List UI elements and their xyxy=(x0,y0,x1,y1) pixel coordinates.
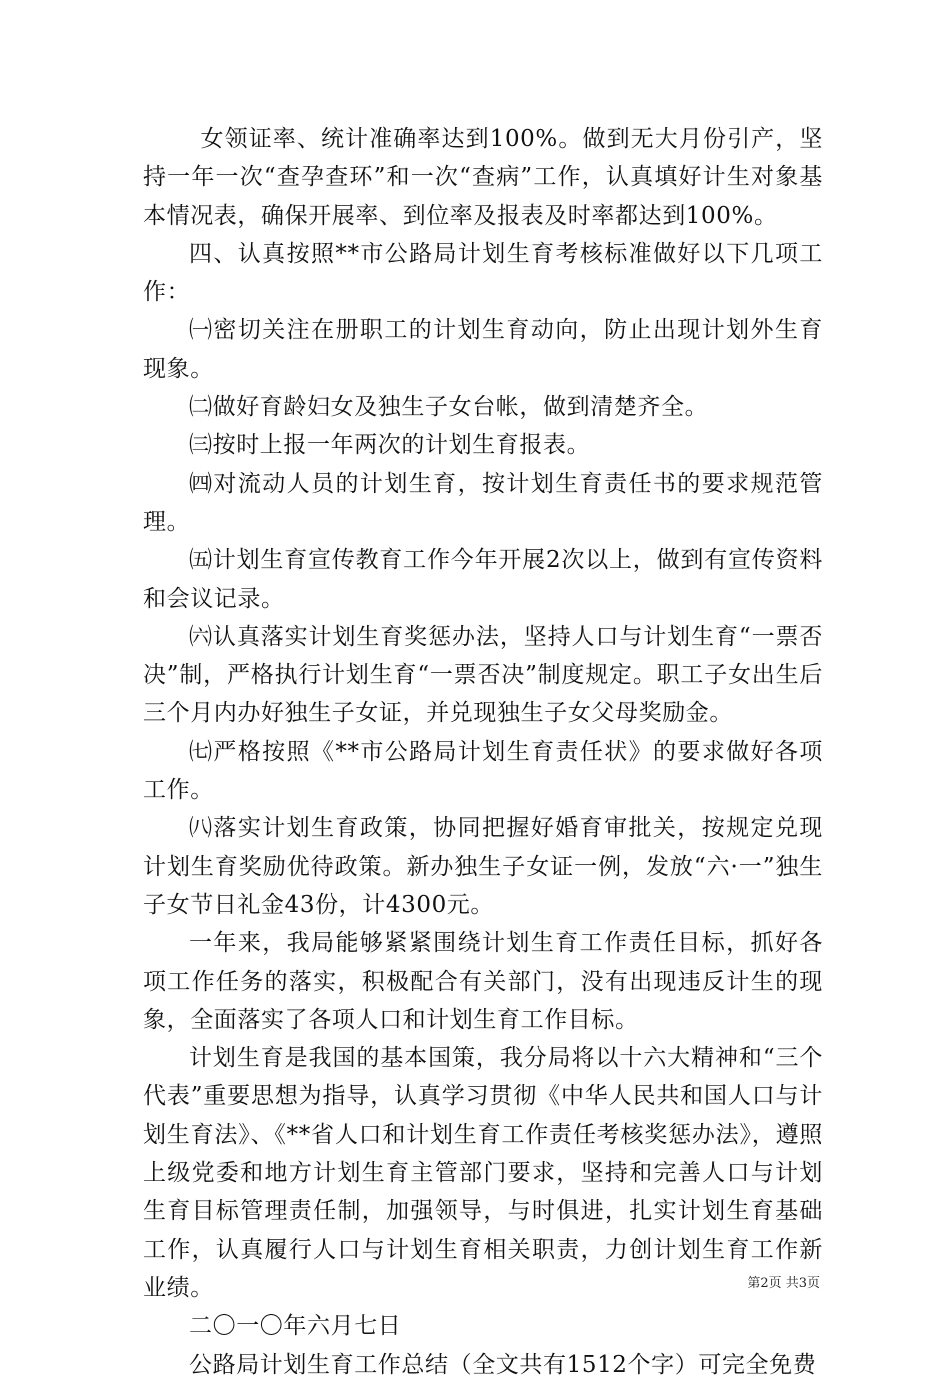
paragraph-item-3: ㈢按时上报一年两次的计划生育报表。 xyxy=(189,432,591,459)
paragraph-statistics: 女领证率、统计准确率达到100%。做到无大月份引产，坚持一年一次“查孕查环”和一次“查病”工作，认真填好计生对象基本情况表，确保开展率、到位率及报表及时率都达到100%。 xyxy=(143,126,823,229)
paragraph-item-6: ㈥认真落实计划生育奖惩办法，坚持人口与计划生育“一票否决”制，严格执行计划生育“一票否决”制度规定。职工子女出生后三个月内办好独生子女证，并兑现独生子女父母奖励金。 xyxy=(143,623,823,727)
paragraph-closing-note: 公路局计划生育工作总结（全文共有1512个字）可完全免费 xyxy=(189,1351,817,1378)
paragraph-date: 二〇一〇年六月七日 xyxy=(189,1313,402,1340)
document-body xyxy=(143,120,823,1384)
paragraph-summary: 一年来，我局能够紧紧围绕计划生育工作责任目标，抓好各项工作任务的落实，积极配合有关部门，没有出现违反计生的现象，全面落实了各项人口和计划生育工作目标。 xyxy=(143,930,823,1033)
paragraph-item-7: ㈦严格按照《**市公路局计划生育责任状》的要求做好各项工作。 xyxy=(143,738,823,804)
paragraph-item-1: ㈠密切关注在册职工的计划生育动向，防止出现计划外生育现象。 xyxy=(143,317,823,382)
paragraph-item-5: ㈤计划生育宣传教育工作今年开展2次以上，做到有宣传资料和会议记录。 xyxy=(143,547,823,612)
paragraph-item-2: ㈡做好育龄妇女及独生子女台帐，做到清楚齐全。 xyxy=(189,394,709,421)
paragraph-section-four-heading: 四、认真按照**市公路局计划生育考核标准做好以下几项工作： xyxy=(143,240,823,306)
paragraph-item-4: ㈣对流动人员的计划生育，按计划生育责任书的要求规范管理。 xyxy=(143,470,823,535)
paragraph-policy: 计划生育是我国的基本国策，我分局将以十六大精神和“三个代表”重要思想为指导，认真学习贯彻《中华人民共和国人口与计划生育法》、《**省人口和计划生育工作责任考核奖惩办法》，遵照上级党委和地方计划生育主管部门要求，坚持和完善人口与计划生育目标管理责任制，加强领导，与时俱进，扎实计划生育基础工作，认真履行人口与计划生育相关职责，力创计划生育工作新业绩。 xyxy=(143,1045,823,1301)
paragraph-item-8: ㈧落实计划生育政策，协同把握好婚育审批关，按规定兑现计划生育奖励优待政策。新办独生子女证一例，发放“六·一”独生子女节日礼金43份，计4300元。 xyxy=(143,815,823,918)
page-number: 第2页 共3页 xyxy=(747,1276,820,1291)
